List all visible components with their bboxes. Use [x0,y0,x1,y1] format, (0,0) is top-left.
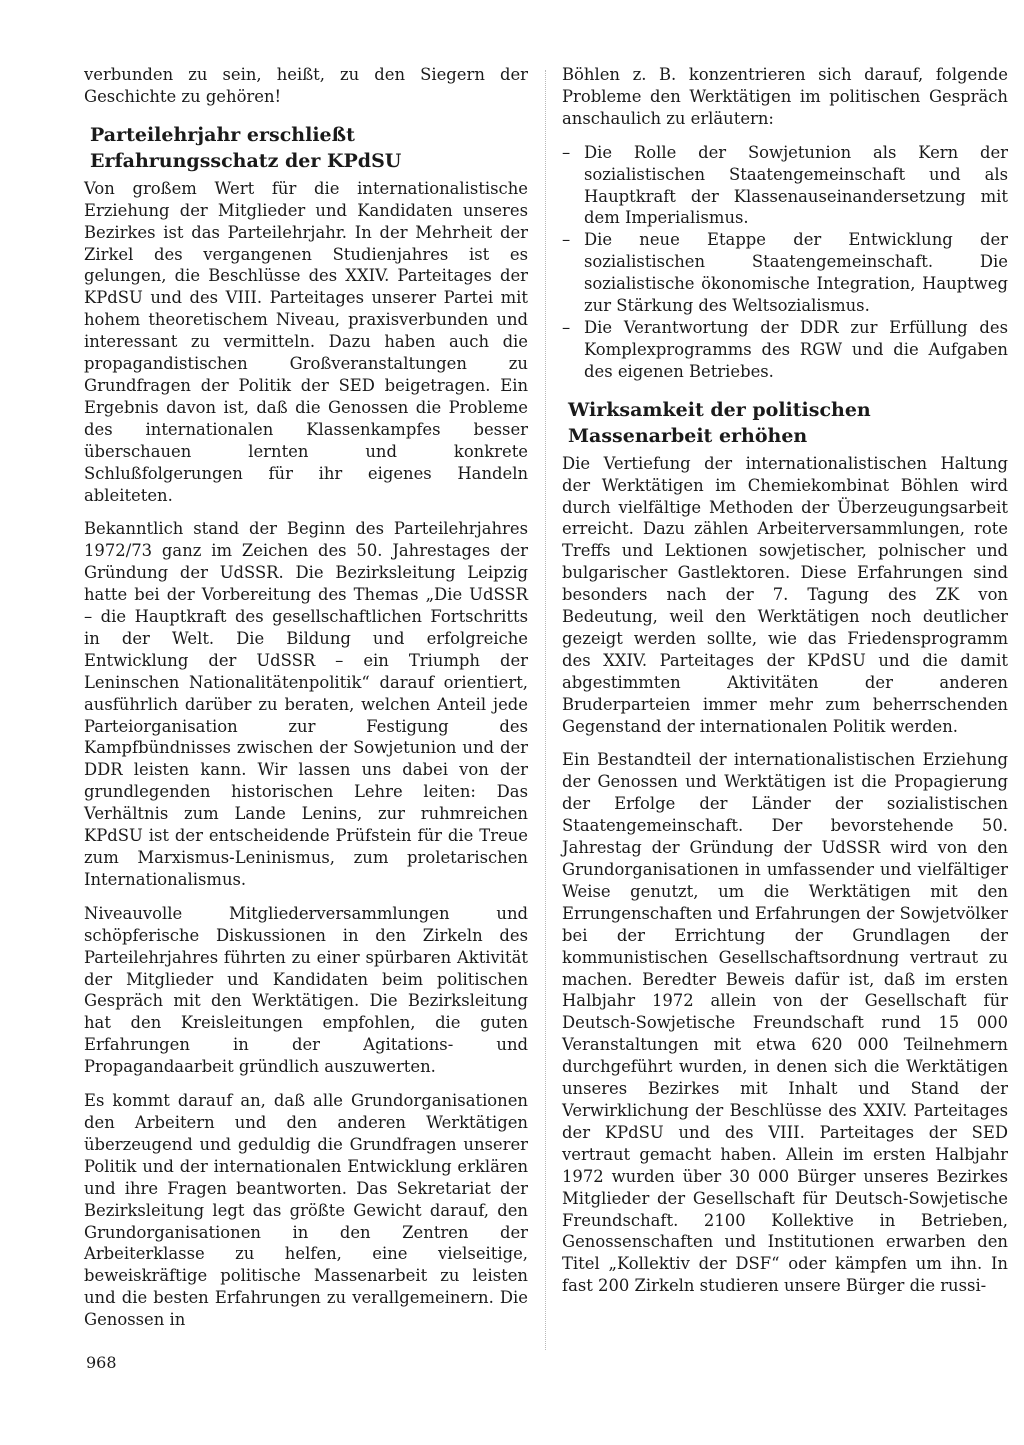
list-item: – Die Verantwortung der DDR zur Erfüllung des Komplexprogramms des RGW und die Aufgaben des eigenen Betriebes. [562,317,1008,383]
paragraph-vertiefung: Die Vertiefung der internationalistischen Haltung der Werktätigen im Chemiekombinat Böhlen wird durch vielfältige Methoden der Überzeugungsarbeit erreicht. Dazu zählen Arbeiterversammlungen, rote Treffs und Lektionen sowjetischer, polnischer und bulgarischer Gastlektoren. Diese Erfahrungen sind besonders nach der 7. Tagung des ZK von Bedeutung, weil den Werktätigen noch deutlicher gezeigt werden sollte, wie das Friedensprogramm des XXIV. Parteitages der KPdSU und die damit abgestimmten Aktivitäten der anderen Bruderparteien immer mehr zum beherrschenden Gegenstand der internationalen Politik werden. [562,453,1008,736]
paragraph-mitgliederversammlungen: Niveauvolle Mitgliederversammlungen und schöpferische Diskussionen in den Zirkeln des Parteilehrjahres führten zu einer spürbaren Aktivität der Mitglieder und Kandidaten beim politischen Gespräch mit den Werktätigen. Die Bezirksleitung hat den Kreisleitungen empfohlen, die guten Erfahrungen in der Agitations- und Propagandaarbeit gründlich auszuwerten. [84,903,528,1077]
left-column [84,64,528,1343]
right-column [562,64,1008,1309]
intro-paragraph: verbunden zu sein, heißt, zu den Siegern der Geschichte zu gehören! [84,65,528,106]
column-divider [545,70,546,1350]
section-heading-parteilehrjahr: Parteilehrjahr erschließt Erfahrungsschatz der KPdSU [90,123,402,172]
list-item: – Die neue Etappe der Entwicklung der sozialistischen Staatengemeinschaft. Die sozialistische ökonomische Integration, Hauptweg zur Stärkung des Weltsozialismus. [562,229,1008,317]
list-item: – Die Rolle der Sowjetunion als Kern der sozialistischen Staatengemeinschaft und als Hauptkraft der Klassenauseinandersetzung mit dem Imperialismus. [562,142,1008,230]
paragraph-boehlen: Böhlen z. B. konzentrieren sich darauf, folgende Probleme den Werktätigen im politischen Gespräch anschaulich zu erläutern: [562,65,1008,128]
paragraph-grundorganisationen: Es kommt darauf an, daß alle Grundorganisationen den Arbeitern und den anderen Werktätigen überzeugend und geduldig die Grundfragen unserer Politik und der internationalen Entwicklung erklären und ihre Fragen beantworten. Das Sekretariat der Bezirksleitung legt das größte Gewicht darauf, den Grundorganisationen in den Zentren der Arbeiterklasse zu helfen, eine vielseitige, beweiskräftige politische Massenarbeit zu leisten und die besten Erfahrungen zu verallgemeinern. Die Genossen in [84,1091,528,1330]
page-number: 968 [86,1353,117,1372]
paragraph-bestandteil: Ein Bestandteil der internationalistischen Erziehung der Genossen und Werktätigen ist die Propagierung der Erfolge der Länder der sozialistischen Staatengemeinschaft. Der bevorstehende 50. Jahrestag der Gründung der UdSSR wird von den Grundorganisationen in umfassender und vielfältiger Weise genutzt, um die Werktätigen mit den Errungenschaften und Erfahrungen der Sowjetvölker bei der Errichtung der Grundlagen der kommunistischen Gesellschaftsordnung vertraut zu machen. Beredter Beweis dafür ist, daß im ersten Halbjahr 1972 allein von der Gesellschaft für Deutsch-Sowjetische Freundschaft rund 15 000 Veranstaltungen mit etwa 620 000 Teilnehmern durchgeführt wurden, in denen sich die Werktätigen unseres Bezirkes mit Inhalt und Stand der Verwirklichung der Beschlüsse des XXIV. Parteitages der KPdSU und des VIII. Parteitages der SED vertraut gemacht haben. Allein im ersten Halbjahr 1972 wurden über 30 000 Bürger unseres Bezirkes Mitglieder der Gesellschaft für Deutsch-Sowjetische Freundschaft. 2100 Kollektive in Betrieben, Genossenschaften und Institutionen erwarben den Titel „Kollektiv der DSF“ oder kämpfen um ihn. In fast 200 Zirkeln studieren unsere Bürger die russi- [562,750,1008,1296]
problem-list [562,142,1008,383]
section-heading-massenarbeit: Wirksamkeit der politischen Massenarbeit erhöhen [568,398,871,447]
paragraph-udssr-jahrestag: Bekanntlich stand der Beginn des Parteilehrjahres 1972/73 ganz im Zeichen des 50. Jahrestages der Gründung der UdSSR. Die Bezirksleitung Leipzig hatte bei der Vorbereitung des Themas „Die UdSSR – die Hauptkraft des gesellschaftlichen Fortschritts in der Welt. Die Bildung und erfolgreiche Entwicklung der UdSSR – ein Triumph der Leninschen Nationalitätenpolitik“ darauf orientiert, ausführlich darüber zu beraten, welchen Anteil jede Parteiorganisation zur Festigung des Kampfbündnisses zwischen der Sowjetunion und der DDR leisten kann. Wir lassen uns dabei von der grundlegenden historischen Lehre leiten: Das Verhältnis zum Lande Lenins, zur ruhmreichen KPdSU ist der entscheidende Prüfstein für die Treue zum Marxismus-Leninismus, zum proletarischen Internationalismus. [84,519,528,889]
paragraph-parteilehrjahr: Von großem Wert für die internationalistische Erziehung der Mitglieder und Kandidaten unseres Bezirkes ist das Parteilehrjahr. In der Mehrheit der Zirkel des vergangenen Studienjahres ist es gelungen, die Beschlüsse des XXIV. Parteitages der KPdSU und des VIII. Parteitages unserer Partei mit hohem theoretischem Niveau, praxisverbunden und interessant zu vermitteln. Dazu haben auch die propagandistischen Großveranstaltungen zu Grundfragen der Politik der SED beigetragen. Ein Ergebnis davon ist, daß die Genossen die Probleme des internationalen Klassenkampfes besser überschauen lernten und konkrete Schlußfolgerungen für ihr eigenes Handeln ableiteten. [84,178,528,505]
